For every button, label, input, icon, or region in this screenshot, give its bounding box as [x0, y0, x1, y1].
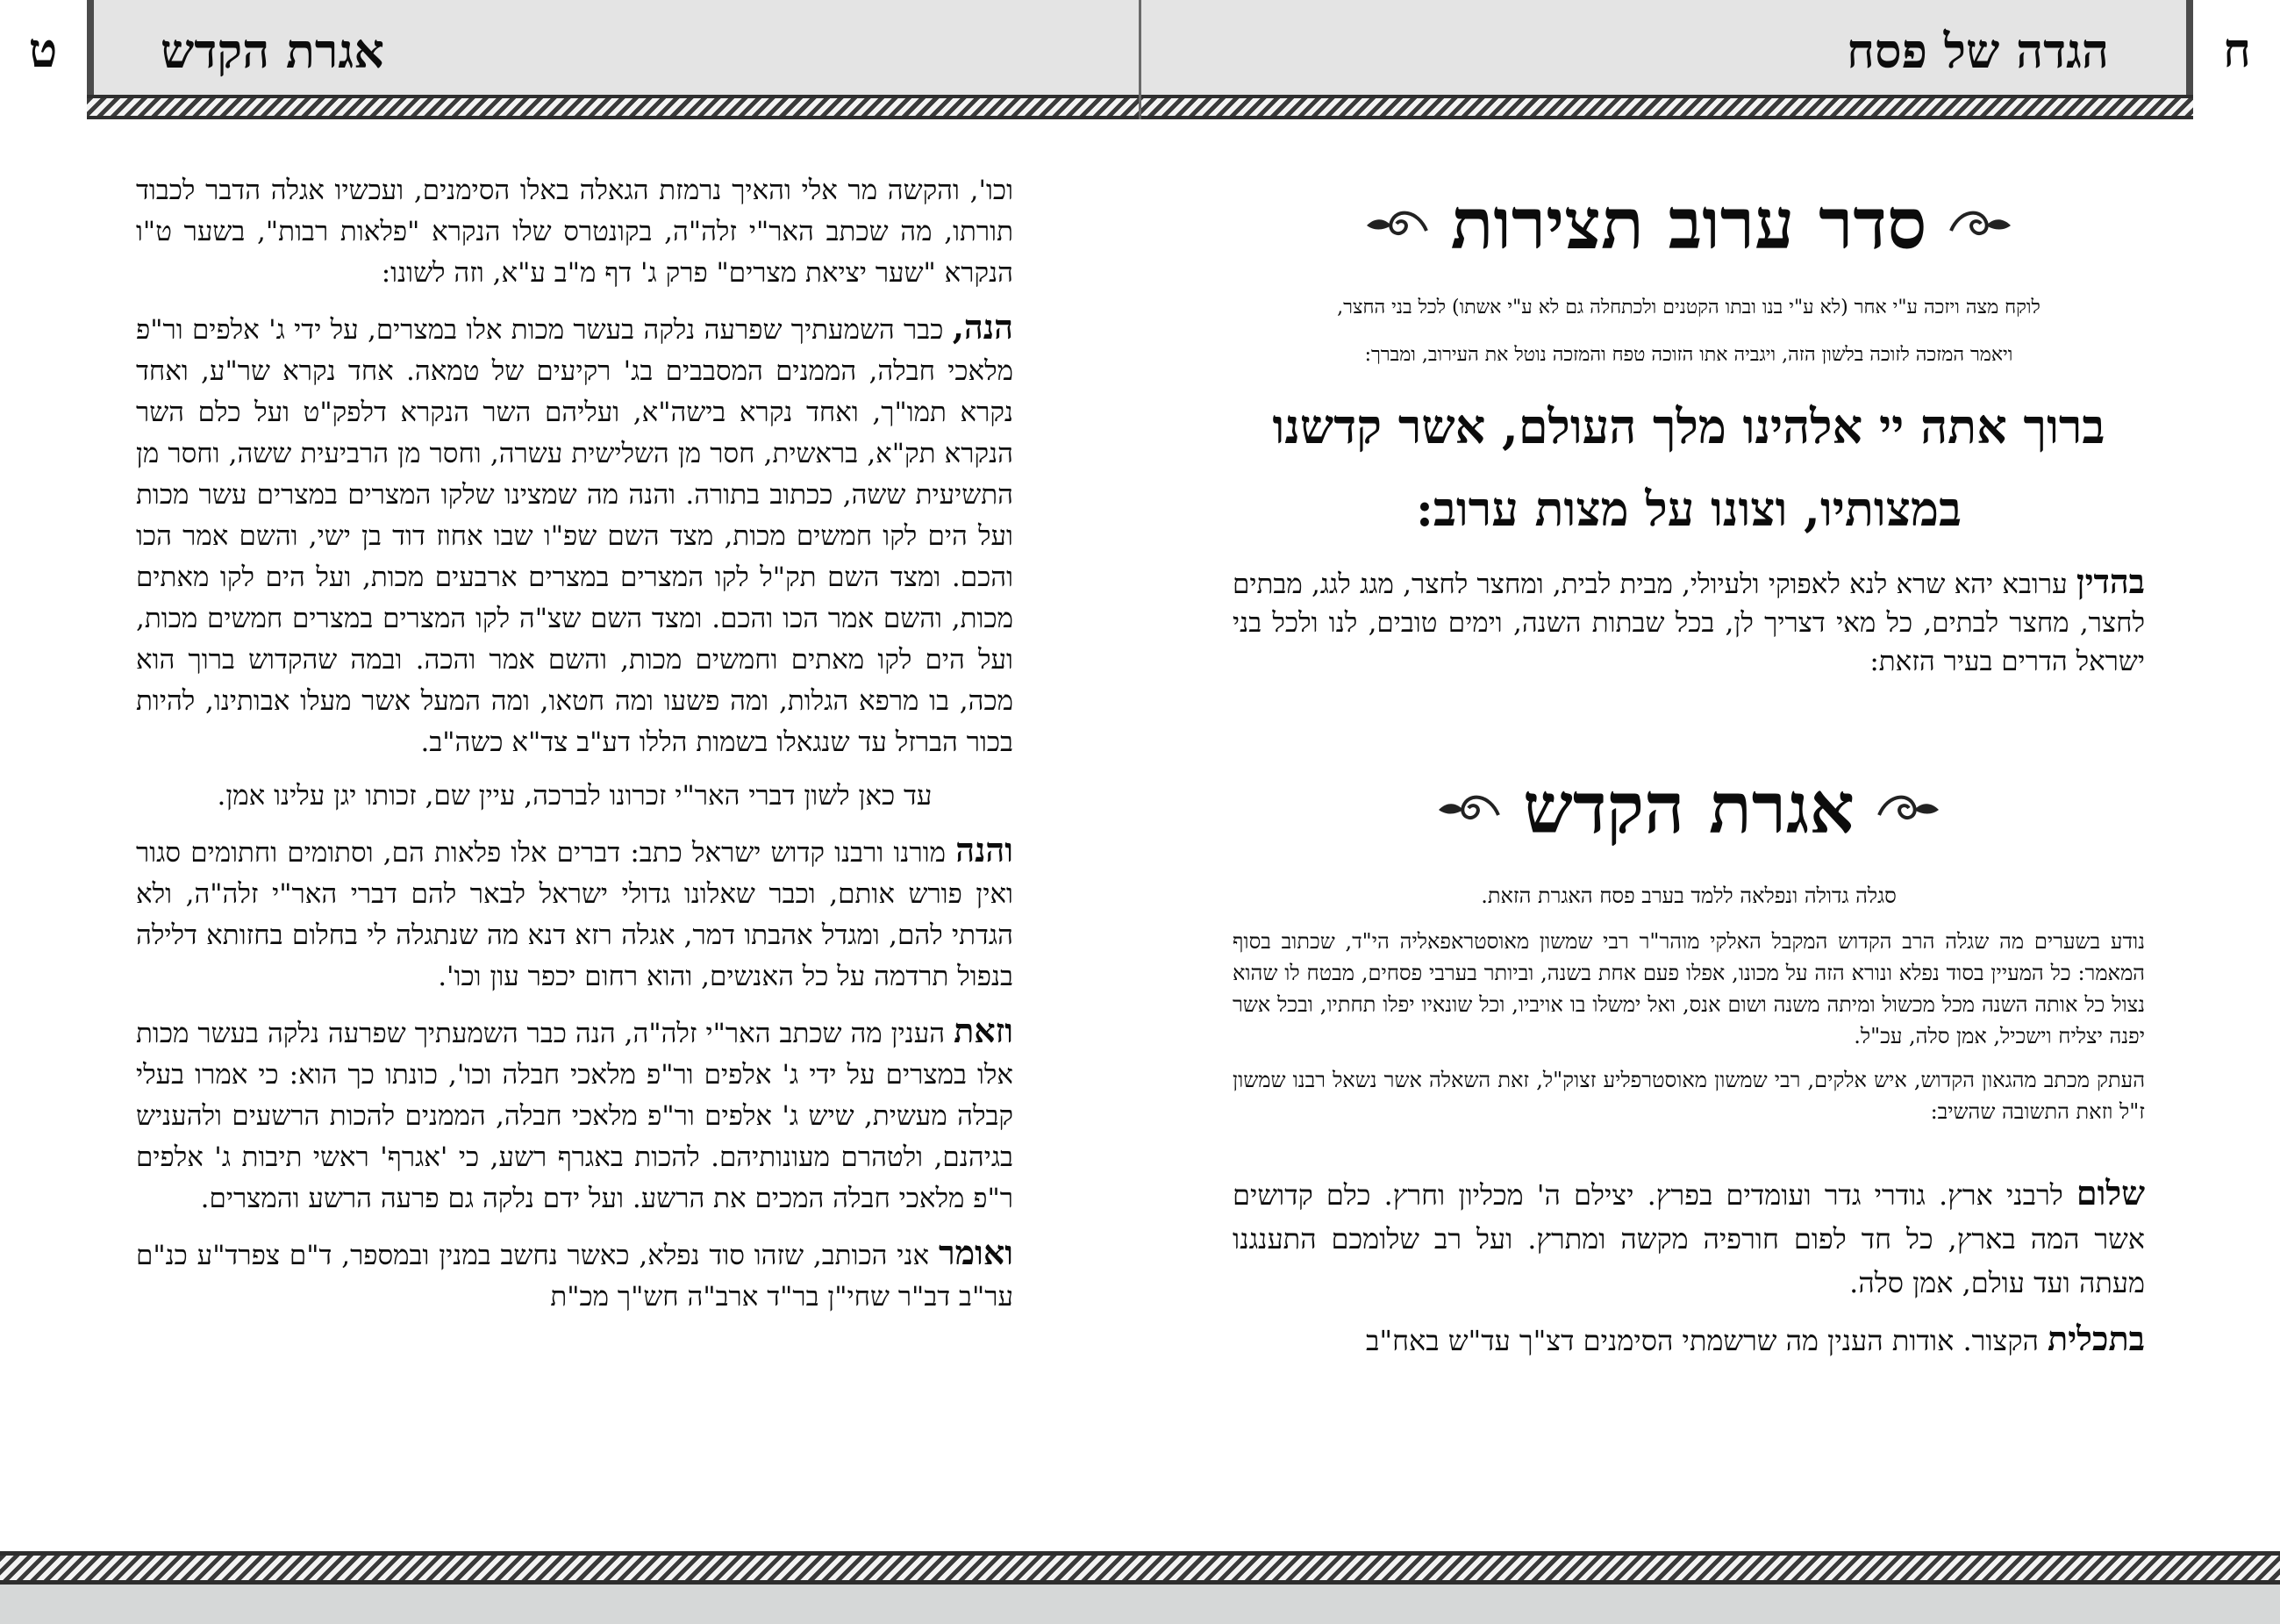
- igeret-paragraph: נודע בשערים מה שגלה הרב הקדוש המקבל האלקי מוהר"ר רבי שמשון מאוסטראפאליה הי"ד, שכתוב בסוף המאמר: כל המעיין בסוד נפלא ונורא הזה על מכונו, אפלו פעם אחת בשנה, וביותר בערבי פסחים, מבטח לו שהוא נצול כל אותה השנה מכל מכשול ומיתה משנה ושום אנס, ואל ימשלו בו אויביו, וכל שונאיו יפלו תחתיו, ובכל אשר יפנה יצליח וישכיל, אמן סלה, עכ"ל.: [1233, 929, 2145, 1048]
- left-page-body: [136, 167, 1013, 1330]
- opening-word: בתכלית: [2048, 1319, 2145, 1358]
- eruv-section-title: [1233, 180, 2145, 268]
- right-page-title: הגדה של פסח: [1846, 23, 2109, 79]
- eruv-declaration: [1233, 562, 2145, 681]
- eruv-instruction: לוקח מצה ויזכה ע"י אחר (לא ע"י בנו ובתו הקטנים ולכתחלה גם לא ע"י אשתו) לכל בני החצר,: [1337, 297, 2041, 318]
- paragraph-text: אני הכותב, שזהו סוד נפלא, כאשר נחשב במנין ובמספר, ד"ם צפרד"ע כנ"ם ער"ב דב"ר שחי"ן בר"ד ארב"ה חש"ך מכ"ת: [136, 1240, 1013, 1313]
- opening-word: בהדין: [2076, 562, 2145, 601]
- flourish-ornament-icon: [1362, 204, 1432, 243]
- igeret-letter: [1233, 1171, 2145, 1305]
- page-fold: [1139, 0, 1141, 119]
- paragraph: [136, 776, 1013, 817]
- eruv-blessing: ברוך אתה יי אלהינו מלך העולם, אשר קדשנו במצותיו, וצונו על מצות ערוב:: [1272, 398, 2105, 537]
- footer-rope-border: [0, 1551, 2280, 1585]
- paragraph-text: וכו', והקשה מר אלי והאיך נרמזת הגאלה באלו הסימנים, ועכשיו אגלה הדבר לכבוד תורתו, מה שכתב האר"י זלה"ה, בקונטרס שלו הנקרא "פלאות רבות", בשער ט"ו הנקרא "שער יציאת מצרים" פרק ג' דף מ"ב ע"א, וזה לשונו:: [136, 175, 1013, 289]
- paragraph: [136, 167, 1013, 294]
- right-page-body: [1233, 180, 2145, 1375]
- flourish-ornament-icon: [1946, 204, 2016, 243]
- igeret-paragraph: העתק מכתב מהגאון הקדוש, איש אלקים, רבי שמשון מאוסטרפליע זצוק"ל, זאת השאלה אשר נשאל רבנו שמשון ז"ל וזאת התשובה שהשיב:: [1233, 1068, 2145, 1124]
- igeret-title-text: אגרת הקדש: [1523, 767, 1855, 849]
- paragraph: [136, 1232, 1013, 1318]
- eruv-title-text: סדר ערוב תצירות: [1450, 182, 1927, 265]
- flourish-ornament-icon: [1433, 789, 1504, 827]
- paragraph-text: מורנו ורבנו קדוש ישראל כתב: דברים אלו פלאות הם, וסתומים וחתומים סגור ואין פורש אותם, וכבר שאלונו גדולי ישראל לבאר להם דברי האר"י זלה"ה, ולא הגדתי להם, ומגדל אהבתו דמר, אגלה רזא דנא מה שנתגלה לי בחלום בחזותא דלילה בנפול תרדמה על כל האנשים, והוא רחום יכפר עון וכו'.: [136, 837, 1013, 992]
- flourish-ornament-icon: [1874, 789, 1944, 827]
- opening-word: וזאת: [954, 1011, 1014, 1050]
- igeret-intro: סגלה גדולה ונפלאה ללמד בערב פסח האגרת הזאת.: [1481, 884, 1897, 908]
- footer-band: [0, 1585, 2280, 1624]
- right-page-number: ח: [2223, 22, 2251, 78]
- paragraph-text: כבר השמעתיך שפרעה נלקה בעשר מכות אלו במצרים, על ידי ג' אלפים ור"פ מלאכי חבלה, הממנים המסבבים בג' רקיעים של טמאה. אחד נקרא שר"ע, ואחד נקרא תמו"ך, ואחד נקרא בישה"א, ועליהם השר הנקרא דלפק"ט ועל כלם השר הנקרא תק"א, בראשית, חסר מן השלישית עשרה, וחסר מן הרביעית ששה, וחסר מן התשיעית ששה, ככתוב בתורה. והנה מה שמצינו שלקו המצרים במצרים עשר מכות ועל הים לקו חמשים מכות, מצד השם שפ"ו שבו אחוז דוד בן ישי, והשם אמר הכו והכם. ומצד השם תק"ל לקו המצרים במצרים ארבעים מכות, ועל הים לקו מאתים מכות, והשם אמר הכו והכם. ומצד השם שצ"ה לקו המצרים במצרים חמשים מכות, ועל הים לקו מאתים וחמשים מכות, והשם אמר והכה. ובמה שהקדוש ברוך הוא מכה, בו מרפא הגלות, ומה פשעו ומה חטאו, ומה המעל אשר מעלו אבותינו, להיות בכור הברזל עד שנגאלו בשמות הללו דע"ב צד"א כשה"ב.: [136, 314, 1013, 758]
- paragraph-text: עד כאן לשון דברי האר"י זכרונו לברכה, עיין שם, זכותו יגן עלינו אמן.: [217, 780, 933, 812]
- paragraph-text: ערובא יהא שרא לנא לאפוקי ולעיולי, מבית לבית, ומחצר לחצר, מגג לגג, מבתים לחצר, מחצר לבתים, כל מאי דצריך לן, בכל שבתות השנה, וימים טובים, לנו ולכל בני ישראל הדרים בעיר הזאת:: [1233, 569, 2145, 677]
- opening-word: והנה: [955, 830, 1014, 869]
- paragraph: [136, 829, 1013, 998]
- left-page-title: אגרת הקדש: [161, 23, 384, 79]
- igeret-letter: [1233, 1317, 2145, 1363]
- opening-word: הנה,: [952, 307, 1013, 347]
- paragraph-text: הענין מה שכתב האר"י זלה"ה, הנה כבר השמעתיך שפרעה נלקה בעשר מכות אלו במצרים על ידי ג' אלפים ור"פ מלאכי חבלה וכו', כונתו כך הוא: כי אמרו בעלי קבלה מעשית, שיש ג' אלפים ור"פ מלאכי חבלה, הממנים להכות הרשעים ולהעניש בגיהנם, ולטהרם מעונותיהם. להכות באגרף רשע, כי 'אגרף' ראשי תיבות ג' אלפים ר"פ מלאכי חבלה המכים את הרשע. ועל ידם נלקה גם פרעה הרשע והמצרים.: [136, 1018, 1013, 1214]
- paragraph-text: הקצור. אודות הענין מה שרשמתי הסימנים דצ"ך עד"ש באח"ב: [1365, 1324, 2039, 1357]
- igeret-section-title: [1233, 764, 2145, 852]
- left-page-number: ט: [28, 22, 58, 78]
- eruv-instruction: ויאמר המזכה לזוכה בלשון הזה, ויגביה אתו הזוכה טפח והמזכה נוטל את העירוב, ומברך:: [1364, 344, 2013, 366]
- opening-word: שלום: [2076, 1173, 2146, 1213]
- paragraph-text: לרבני ארץ. גודרי גדר ועומדים בפרץ. יצילם ה' מכליון וחרץ. כלם קדושים אשר המה בארץ, כל חד לפום חורפיה מקשה ומתרץ. ועל רב שלומכם התענגנו מעתה ועד עולם, אמן סלה.: [1233, 1178, 2145, 1299]
- paragraph: [136, 1010, 1013, 1220]
- paragraph: [136, 306, 1013, 763]
- opening-word: ואומר: [938, 1233, 1013, 1272]
